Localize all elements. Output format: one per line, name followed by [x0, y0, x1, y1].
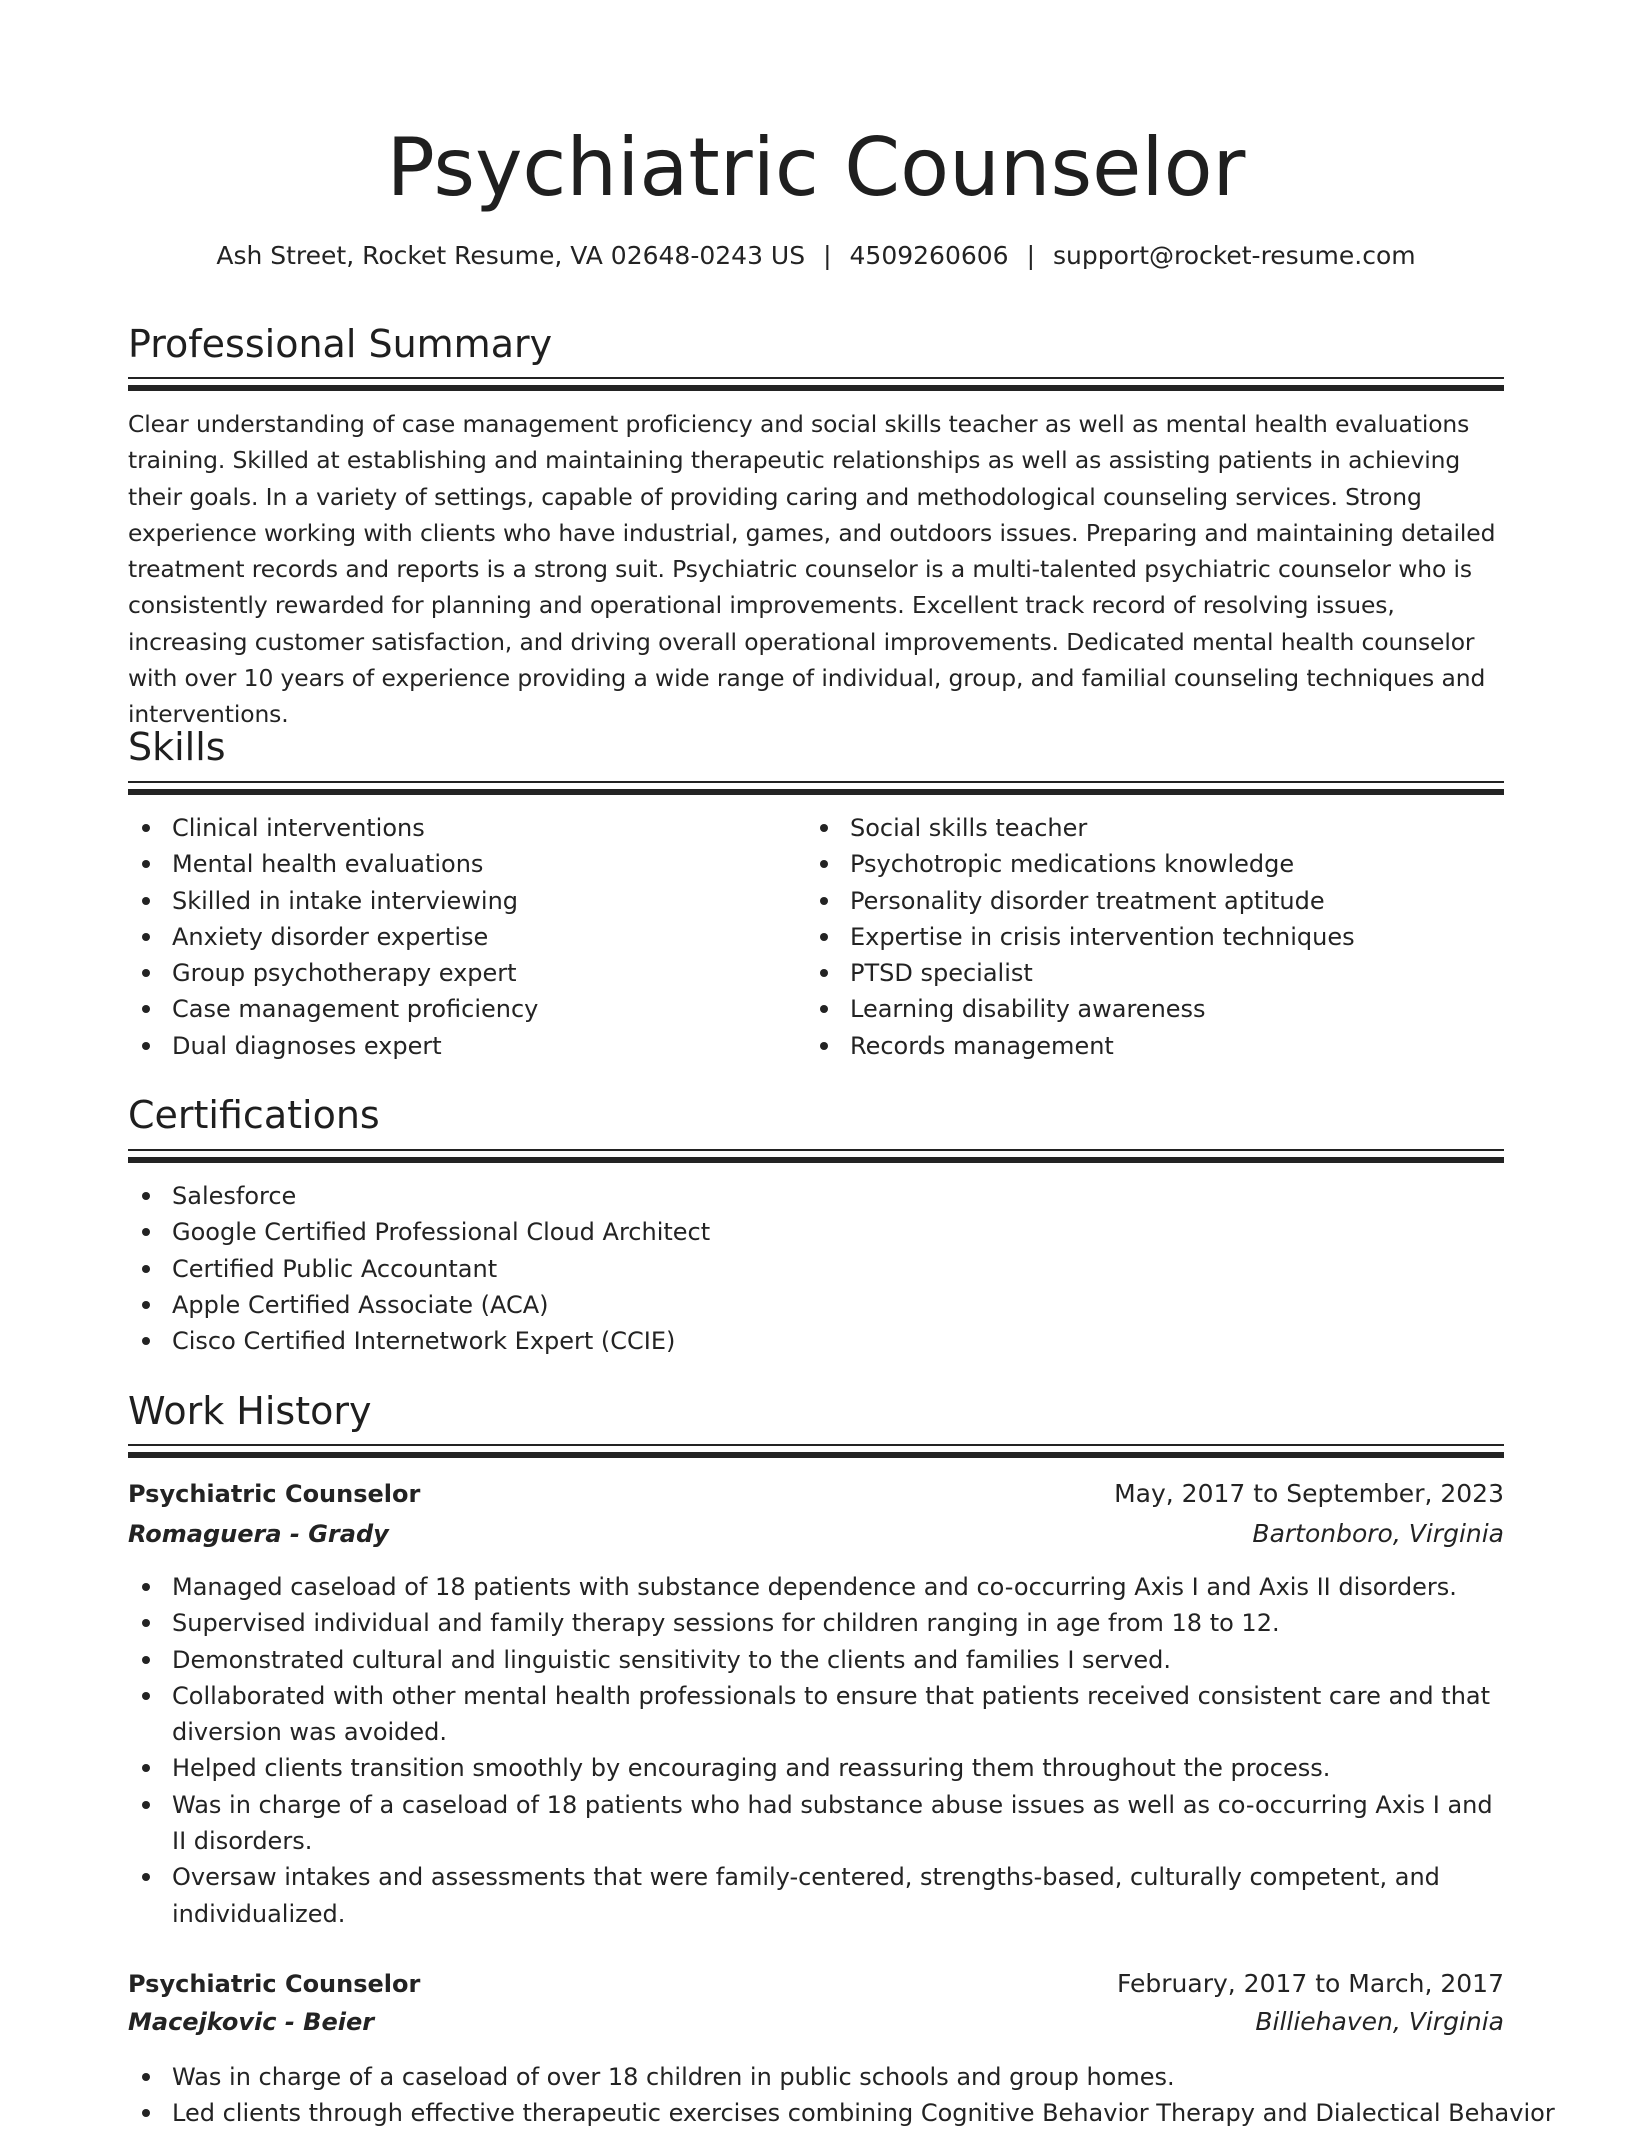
job-duty: Managed caseload of 18 patients with substance dependence and co-occurring Axis I and Axis II disorders. — [128, 1569, 1504, 1605]
certification-item: Google Certified Professional Cloud Architect — [128, 1214, 1504, 1250]
work-history-heading: Work History — [128, 1389, 372, 1433]
skill-item: Anxiety disorder expertise — [128, 919, 788, 955]
bullet-icon — [142, 1192, 150, 1200]
certifications-list — [128, 1178, 1504, 1359]
job-duties-list — [128, 1569, 1504, 1932]
summary-heading: Professional Summary — [128, 322, 553, 366]
job-title: Psychiatric Counselor — [128, 1970, 421, 1998]
contact-separator: | — [1026, 241, 1036, 270]
job-duty: Was in charge of a caseload of over 18 children in public schools and group homes. — [128, 2059, 1504, 2095]
bullet-icon — [142, 824, 150, 832]
job-dates: February, 2017 to March, 2017 — [1116, 1969, 1504, 1998]
bullet-icon — [142, 1337, 150, 1345]
job-location: Billiehaven, Virginia — [1255, 2007, 1504, 2036]
bullet-icon — [142, 1619, 150, 1627]
bullet-icon — [820, 969, 828, 977]
job-duty: Demonstrated cultural and linguistic sensitivity to the clients and families I served. — [128, 1642, 1504, 1678]
skill-item: Psychotropic medications knowledge — [806, 846, 1504, 882]
section-divider — [128, 1444, 1504, 1457]
skill-item: Expertise in crisis intervention techniques — [806, 919, 1504, 955]
summary-text: Clear understanding of case management proficiency and social skills teacher as well as mental health evaluations training. Skilled at establishing and maintaining therapeutic relationships as well as assisting patients in achieving their goals. In a variety of settings, capable of providing caring and methodological counseling services. Strong experience working with clients who have industrial, games, and outdoors issues. Preparing and maintaining detailed treatment records and reports is a strong suit. Psychiatric counselor is a multi-talented psychiatric counselor who is consistently rewarded for planning and operational improvements. Excellent track record of resolving issues, increasing customer satisfaction, and driving overall operational improvements. Dedicated mental health counselor with over 10 years of experience providing a wide range of individual, group, and familial counseling techniques and interventions. — [128, 410, 1496, 729]
job-dates: May, 2017 to September, 2023 — [1114, 1479, 1504, 1508]
certification-item: Certified Public Accountant — [128, 1251, 1504, 1287]
certification-item: Salesforce — [128, 1178, 1504, 1214]
job-duties-list — [128, 2059, 1555, 2132]
bullet-icon — [142, 969, 150, 977]
bullet-icon — [142, 1228, 150, 1236]
job-company: Romaguera - Grady — [128, 1520, 389, 1548]
bullet-icon — [142, 1692, 150, 1700]
bullet-icon — [142, 1301, 150, 1309]
contact-address: Ash Street, Rocket Resume, VA 02648-0243 US — [216, 241, 806, 270]
bullet-icon — [142, 1583, 150, 1591]
skill-item: Personality disorder treatment aptitude — [806, 883, 1504, 919]
contact-line — [128, 236, 1504, 276]
job-duty: Collaborated with other mental health professionals to ensure that patients received consistent care and that diversion was avoided. — [128, 1678, 1504, 1751]
skills-heading: Skills — [128, 725, 226, 769]
job-duty: Supervised individual and family therapy sessions for children ranging in age from 18 to 12. — [128, 1605, 1504, 1641]
bullet-icon — [142, 1656, 150, 1664]
bullet-icon — [820, 933, 828, 941]
skill-item: Records management — [806, 1028, 1504, 1064]
bullet-icon — [142, 1265, 150, 1273]
bullet-icon — [820, 860, 828, 868]
skill-item: Dual diagnoses expert — [128, 1028, 788, 1064]
skills-list-left — [128, 810, 788, 1064]
skill-item: Case management proficiency — [128, 991, 788, 1027]
contact-separator: | — [823, 241, 832, 270]
bullet-icon — [142, 1873, 150, 1881]
skills-list-right — [806, 810, 1504, 1064]
bullet-icon — [820, 897, 828, 905]
job-duty: Was in charge of a caseload of 18 patients who had substance abuse issues as well as co-occurring Axis I and II disorders. — [128, 1787, 1504, 1860]
section-divider — [128, 781, 1504, 794]
contact-email: support@rocket-resume.com — [1053, 241, 1416, 270]
bullet-icon — [142, 2109, 150, 2117]
job-title: Psychiatric Counselor — [128, 1480, 421, 1508]
certifications-heading: Certifications — [128, 1093, 380, 1137]
skill-item: Skilled in intake interviewing — [128, 883, 788, 919]
skill-item: PTSD specialist — [806, 955, 1504, 991]
contact-phone: 4509260606 — [849, 241, 1009, 270]
section-divider — [128, 377, 1504, 390]
skill-item: Learning disability awareness — [806, 991, 1504, 1027]
job-company: Macejkovic - Beier — [128, 2008, 375, 2036]
bullet-icon — [142, 1005, 150, 1013]
skill-item: Mental health evaluations — [128, 846, 788, 882]
certification-item: Apple Certified Associate (ACA) — [128, 1287, 1504, 1323]
job-location: Bartonboro, Virginia — [1252, 1519, 1504, 1548]
bullet-icon — [142, 1042, 150, 1050]
job-duty: Helped clients transition smoothly by encouraging and reassuring them throughout the process. — [128, 1750, 1504, 1786]
job-duty: Led clients through effective therapeutic exercises combining Cognitive Behavior Therapy and Dialectical Behavior — [128, 2095, 1504, 2131]
bullet-icon — [142, 897, 150, 905]
bullet-icon — [142, 1764, 150, 1772]
skill-item: Group psychotherapy expert — [128, 955, 788, 991]
bullet-icon — [820, 824, 828, 832]
resume-title: Psychiatric Counselor — [386, 121, 1246, 214]
skill-item: Clinical interventions — [128, 810, 788, 846]
bullet-icon — [142, 1801, 150, 1809]
skill-item: Social skills teacher — [806, 810, 1504, 846]
bullet-icon — [142, 860, 150, 868]
bullet-icon — [142, 2073, 150, 2081]
job-duty: Oversaw intakes and assessments that were family-centered, strengths-based, culturally competent, and individualized. — [128, 1859, 1504, 1932]
bullet-icon — [820, 1005, 828, 1013]
section-divider — [128, 1149, 1504, 1162]
bullet-icon — [820, 1042, 828, 1050]
certification-item: Cisco Certified Internetwork Expert (CCIE) — [128, 1323, 1504, 1359]
bullet-icon — [142, 933, 150, 941]
